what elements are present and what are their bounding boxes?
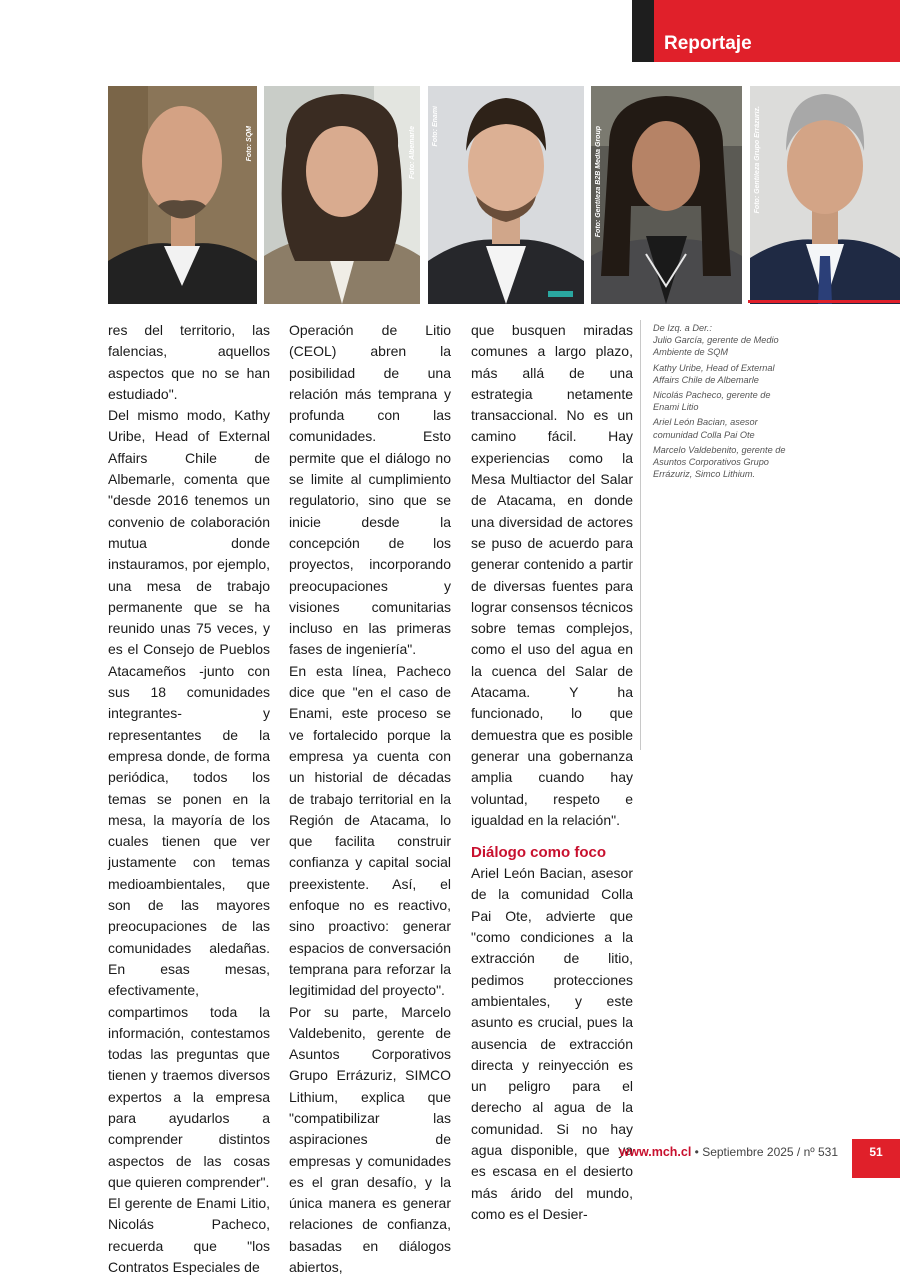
page-footer bbox=[620, 1145, 838, 1159]
section-heading: Diálogo como foco bbox=[471, 843, 633, 863]
caption-line: Julio García, gerente de Medio Ambiente de SQM bbox=[653, 334, 788, 358]
photo-credit-4: Foto: Gentileza B2B Media Group bbox=[595, 126, 602, 237]
page-number: 51 bbox=[852, 1139, 900, 1178]
portrait-4-image bbox=[591, 86, 742, 304]
caption-line: Ariel León Bacian, asesor comunidad Colla Pai Ote bbox=[653, 416, 788, 440]
portrait-photo-4 bbox=[591, 86, 742, 304]
photo-caption bbox=[653, 322, 788, 483]
photo-credit-3: Foto: Enami bbox=[432, 106, 439, 146]
portrait-5-image bbox=[750, 86, 900, 304]
portrait-1-image bbox=[108, 86, 257, 304]
caption-line: De Izq. a Der.: bbox=[653, 322, 788, 334]
issue-info: • Septiembre 2025 / nº 531 bbox=[695, 1145, 838, 1159]
text-column-1 bbox=[108, 320, 270, 1278]
caption-line: Marcelo Valdebenito, gerente de Asuntos Corporativos Grupo Errázuriz, Simco Lithium. bbox=[653, 444, 788, 481]
paragraph: Ariel León Bacian, asesor de la comunidad Colla Pai Ote, advierte que "como condiciones a la extracción de litio, pedimos protecciones ambientales, y este asunto es crucial, pues la ausencia de extracción directa y reinyección es un peligro para el derecho al agua de la comunidad. Si no hay agua disponible, que ya es escasa en el desierto más árido del mundo, como es el Desier- bbox=[471, 863, 633, 1225]
photo-credit-2: Foto: Albemarle bbox=[409, 126, 416, 179]
portrait-photo-2 bbox=[264, 86, 420, 304]
paragraph: El gerente de Enami Litio, Nicolás Pacheco, recuerda que "los Contratos Especiales de bbox=[108, 1193, 270, 1278]
caption-line: Nicolás Pacheco, gerente de Enami Litio bbox=[653, 389, 788, 413]
section-tab bbox=[632, 0, 900, 62]
paragraph: res del territorio, las falencias, aquellos aspectos que no se han estudiado". bbox=[108, 320, 270, 405]
text-column-2 bbox=[289, 320, 451, 1278]
portrait-photo-5 bbox=[750, 86, 900, 304]
photo-credit-5: Foto: Gentileza Grupo Errázuriz. bbox=[754, 106, 761, 213]
caption-line: Kathy Uribe, Head of External Affairs Chile de Albemarle bbox=[653, 362, 788, 386]
caption-divider bbox=[640, 320, 641, 750]
section-label: Reportaje bbox=[664, 33, 752, 55]
paragraph: En esta línea, Pacheco dice que "en el caso de Enami, este proceso se ve fortalecido porque la empresa ya cuenta con un historial de décadas de trabajo territorial en la Región de Atacama, lo que facilita construir confianza y capital social preexistente. Así, el enfoque no es reactivo, sino proactivo: generar espacios de conversación temprana para reforzar la legitimidad del proyecto". bbox=[289, 661, 451, 1002]
portrait-3-image bbox=[428, 86, 584, 304]
portrait-photo-3 bbox=[428, 86, 584, 304]
photo-credit-1: Foto: SQM bbox=[246, 126, 253, 161]
paragraph: Del mismo modo, Kathy Uribe, Head of External Affairs Chile de Albemarle, comenta que "desde 2016 tenemos un convenio de colaboración mutua donde instauramos, por ejemplo, una mesa de trabajo permanente que se ha reunido unas 75 veces, y es el Consejo de Pueblos Atacameños -junto con sus 18 comunidades integrantes- y representantes de la empresa donde, de forma periódica, todos los temas se ponen en la mesa, la mayoría de los cuales tienen que ver justamente con temas medioambientales, que son de las mayores preocupaciones de las comunidades aledañas. En esas mesas, efectivamente, compartimos toda la información, contestamos todas las preguntas que tienen y traemos diversos expertos a la empresa para ayudarlos a comprender distintos aspectos de las cosas que quieren comprender". bbox=[108, 405, 270, 1193]
paragraph: que busquen miradas comunes a largo plazo, más allá de una estrategia netamente transaccional. No es un camino fácil. Hay experiencias como la Mesa Multiactor del Salar de Atacama, en donde una diversidad de actores se puso de acuerdo para generar contenido a partir de diversas fuentes para lograr consensos técnicos sobre temas complejos, como el uso del agua en la cuenca del Salar de Atacama. Y ha funcionado, lo que demuestra que es posible generar una gobernanza amplia cuando hay voluntad, respeto e igualdad en la relación". bbox=[471, 320, 633, 831]
photo-accent-rule bbox=[748, 300, 900, 303]
paragraph: Operación de Litio (CEOL) abren la posibilidad de una relación más temprana y profunda con las comunidades. Esto permite que el diálogo no se limite al cumplimiento regulatorio, sino que se inicie desde la concepción de los proyectos, incorporando preocupaciones y visiones comunitarias incluso en las primeras fases de ingeniería". bbox=[289, 320, 451, 661]
website-link[interactable]: www.mch.cl bbox=[620, 1145, 692, 1159]
portrait-photo-1 bbox=[108, 86, 257, 304]
section-tab-marker bbox=[632, 0, 654, 62]
text-column-3 bbox=[471, 320, 633, 1225]
paragraph: Por su parte, Marcelo Valdebenito, gerente de Asuntos Corporativos Grupo Errázuriz, SIMCO Lithium, explica que "compatibilizar las aspiraciones de empresas y comunidades es el gran desafío, y la única manera es generar relaciones de confianza, basadas en diálogos abiertos, bbox=[289, 1002, 451, 1278]
portrait-2-image bbox=[264, 86, 420, 304]
